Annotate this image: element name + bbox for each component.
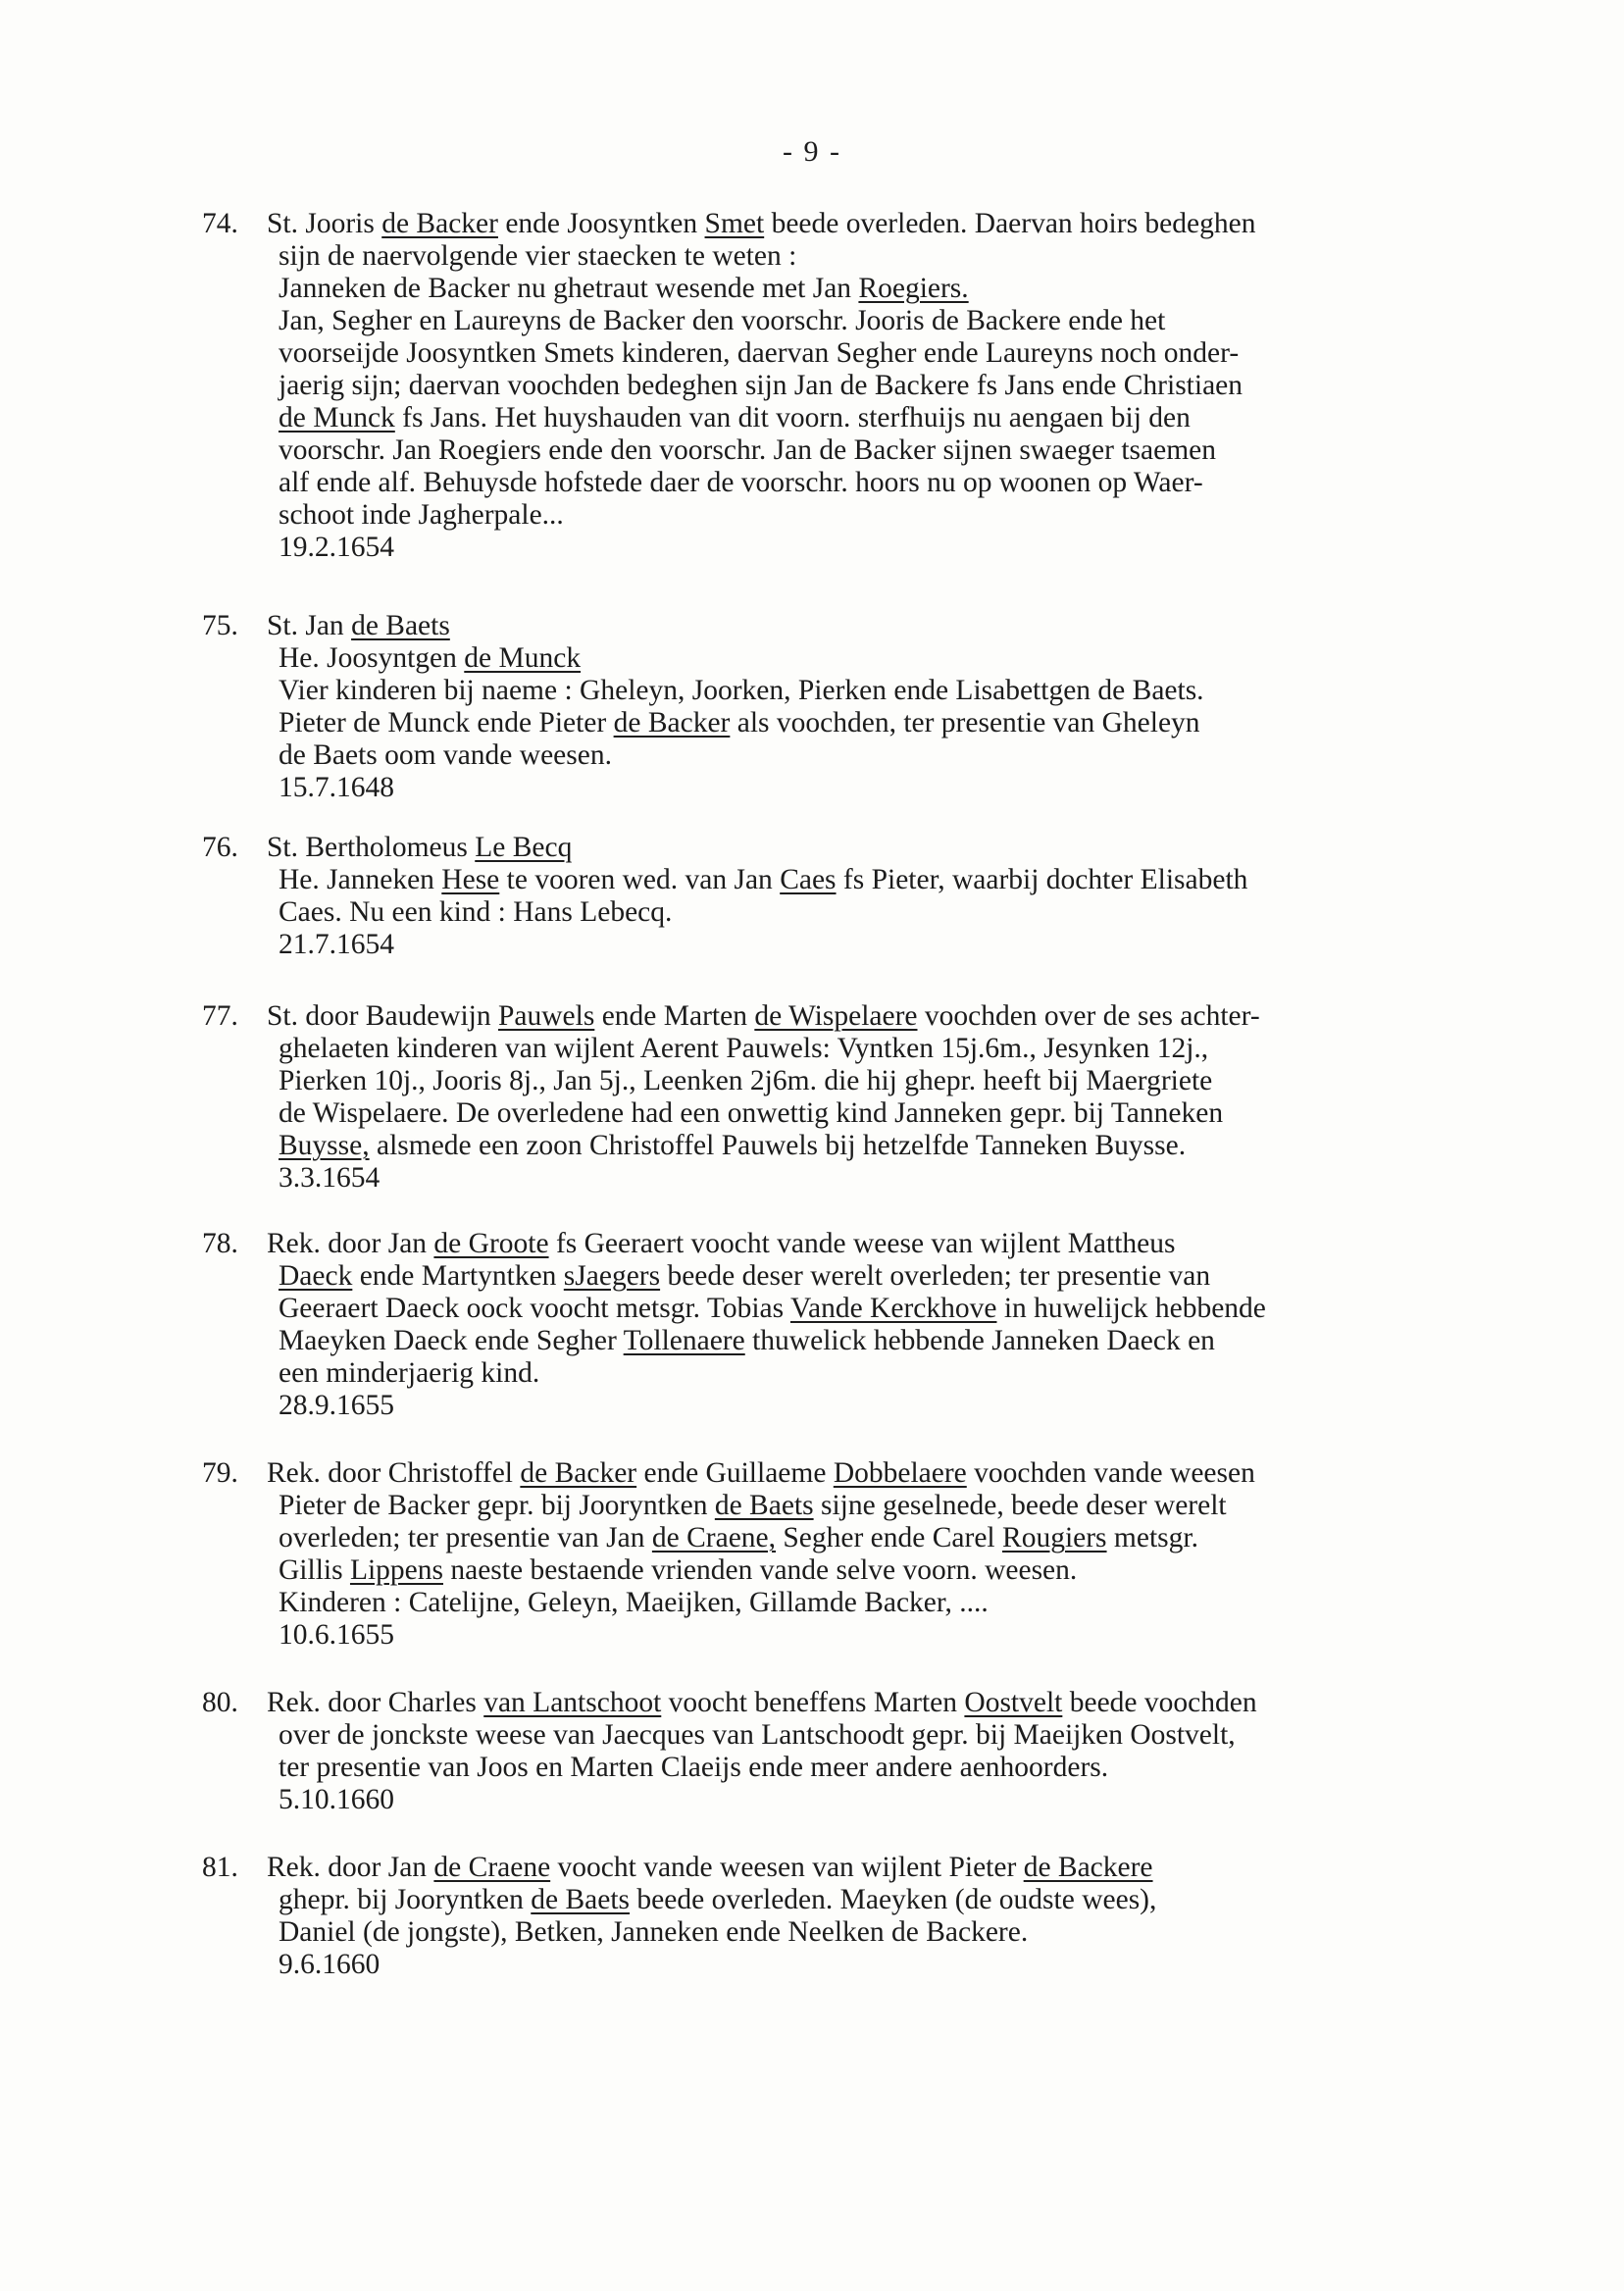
text-line [267,1000,1577,1033]
text-segment: thuwelick hebbende Janneken Daeck en [744,1325,1215,1356]
text-line [267,1033,1577,1065]
entry-number: 74. [202,208,238,239]
text-line [267,1522,1577,1554]
underlined-surname: Hese [441,864,500,895]
record-entry [204,610,1577,804]
underlined-surname: Buysse, [279,1130,370,1161]
underlined-surname: de Wispelaere [754,1000,918,1032]
entry-date: 28.9.1655 [279,1390,394,1421]
text-segment: Rek. door Charles [267,1687,484,1718]
underlined-surname: de Backer [520,1457,637,1489]
text-segment: beede voochden [1062,1687,1257,1718]
entry-text [267,610,1577,804]
text-line [267,240,1577,273]
text-segment: alsmede een zoon Christoffel Pauwels bij hetzelfde Tanneken Buysse. [369,1130,1187,1161]
text-segment: St. Jan [267,610,352,641]
text-line [267,1687,1577,1719]
text-line [267,208,1577,240]
text-segment: beede overleden. Maeyken (de oudste wees), [630,1884,1157,1915]
text-line [267,739,1577,772]
text-segment: in huwelijck hebbende [996,1293,1266,1324]
underlined-surname: Smet [704,208,765,239]
record-entry [204,1228,1577,1422]
underlined-surname: Le Becq [475,832,573,863]
text-line [267,1260,1577,1293]
text-line [267,864,1577,896]
text-line [267,675,1577,707]
record-entry [204,1000,1577,1195]
text-segment: de Wispelaere. De overledene had een onwettig kind Janneken gepr. bij Tanneken [279,1097,1224,1129]
underlined-surname: Rougiers [1002,1522,1107,1553]
text-segment: beede overleden. Daervan hoirs bedeghen [764,208,1256,239]
text-segment: naeste bestaende vrienden vande selve voorn. weesen. [443,1554,1078,1586]
text-segment: alf ende alf. Behuysde hofstede daer de voorschr. hoors nu op woonen op Waer- [279,467,1203,498]
entry-date: 10.6.1655 [279,1619,394,1651]
text-segment: St. Bertholomeus [267,832,476,863]
underlined-surname: de Craene, [651,1522,777,1553]
text-line [267,1490,1577,1522]
underlined-surname: de Baets [531,1884,631,1915]
text-line [267,1852,1577,1884]
text-segment: voocht vande weesen van wijlent Pieter [550,1852,1024,1883]
text-line [267,610,1577,642]
text-segment: te vooren wed. van Jan [499,864,781,895]
entry-number: 75. [202,610,238,641]
underlined-surname: de Munck [279,402,395,433]
text-line [267,402,1577,434]
entry-number: 80. [202,1687,238,1718]
entry-text [267,1228,1577,1422]
underlined-surname: de Baets [714,1490,814,1521]
entry-date: 15.7.1648 [279,772,394,803]
text-segment: ende Guillaeme [636,1457,834,1489]
text-line [267,1065,1577,1097]
record-entry [204,1687,1577,1816]
text-line [267,1587,1577,1619]
text-line [267,1752,1577,1784]
record-entry [204,832,1577,961]
entry-text [267,832,1577,961]
underlined-surname: Tollenaere [623,1325,745,1356]
text-segment: fs Geeraert voocht vande weese van wijlent Mattheus [548,1228,1176,1259]
page-number: - 9 - [783,135,841,168]
underlined-surname: Lippens [349,1554,443,1586]
text-segment: ende Joosyntken [497,208,705,239]
text-line [267,1457,1577,1490]
text-segment: ter presentie van Joos en Marten Claeijs ende meer andere aenhoorders. [279,1752,1109,1783]
text-line [267,707,1577,739]
underlined-surname: de Backere [1023,1852,1153,1883]
record-entry [204,208,1577,564]
text-line [267,434,1577,467]
text-segment: St. door Baudewijn [267,1000,498,1032]
text-segment: ghepr. bij Jooryntken [279,1884,532,1915]
text-line [267,1325,1577,1357]
text-segment: beede deser werelt overleden; ter presentie van [660,1260,1211,1292]
underlined-surname: Vande Kerckhove [789,1293,997,1324]
text-line [267,1130,1577,1162]
entry-date: 21.7.1654 [279,929,394,960]
entry-number: 76. [202,832,238,863]
text-segment: als voochden, ter presentie van Gheleyn [730,707,1200,738]
entry-text [267,1457,1577,1652]
underlined-surname: de Craene [433,1852,551,1883]
text-line [267,1293,1577,1325]
text-line [267,832,1577,864]
text-segment: Gillis [279,1554,350,1586]
underlined-surname: van Lantschoot [483,1687,662,1718]
entry-date: 19.2.1654 [279,532,394,563]
entry-number: 81. [202,1852,238,1883]
text-segment: Segher ende Carel [776,1522,1003,1553]
text-segment: ghelaeten kinderen van wijlent Aerent Pauwels: Vyntken 15j.6m., Jesynken 12j., [279,1033,1209,1064]
entry-date: 9.6.1660 [279,1949,381,1980]
underlined-surname: de Munck [464,642,582,674]
underlined-surname: Roegiers. [858,273,969,304]
text-line [267,1554,1577,1587]
text-segment: St. Jooris [267,208,382,239]
underlined-surname: de Baets [351,610,450,641]
text-segment: Geeraert Daeck oock voocht metsgr. Tobias [279,1293,790,1324]
entry-date: 3.3.1654 [279,1162,381,1194]
text-segment: Pieter de Backer gepr. bij Jooryntken [279,1490,715,1521]
text-segment: voochden over de ses achter- [917,1000,1260,1032]
text-segment: sijne geselnede, beede deser werelt [813,1490,1227,1521]
entry-text [267,208,1577,564]
text-segment: metsgr. [1106,1522,1198,1553]
text-segment: een minderjaerig kind. [279,1357,540,1389]
text-line [267,499,1577,532]
text-line [267,1916,1577,1949]
underlined-surname: de Groote [433,1228,549,1259]
underlined-surname: de Backer [613,707,731,738]
entry-date: 5.10.1660 [279,1784,394,1815]
text-segment: voocht beneffens Marten [661,1687,965,1718]
text-segment: He. Joosyntgen [279,642,465,674]
text-segment: fs Pieter, waarbij dochter Elisabeth [836,864,1248,895]
text-segment: Maeyken Daeck ende Segher [279,1325,624,1356]
text-line [267,1097,1577,1130]
entry-number: 79. [202,1457,238,1489]
entry-number: 77. [202,1000,238,1032]
text-line [267,1884,1577,1916]
text-line [267,337,1577,370]
text-segment: Vier kinderen bij naeme : Gheleyn, Joorken, Pierken ende Lisabettgen de Baets. [279,675,1204,706]
text-segment: Caes. Nu een kind : Hans Lebecq. [279,896,673,928]
text-segment: voochden vande weesen [966,1457,1255,1489]
text-line [267,1228,1577,1260]
text-segment: fs Jans. Het huyshauden van dit voorn. sterfhuijs nu aengaen bij den [394,402,1191,433]
text-segment: schoot inde Jagherpale... [279,499,564,531]
text-segment: Jan, Segher en Laureyns de Backer den voorschr. Jooris de Backere ende het [279,305,1166,336]
text-line [267,1357,1577,1390]
underlined-surname: Oostvelt [964,1687,1063,1718]
text-segment: Janneken de Backer nu ghetraut wesende met Jan [279,273,859,304]
text-line [267,370,1577,402]
entry-number: 78. [202,1228,238,1259]
entry-text [267,1000,1577,1195]
text-line [267,305,1577,337]
record-entry [204,1852,1577,1981]
text-line [267,273,1577,305]
text-segment: voorschr. Jan Roegiers ende den voorschr. Jan de Backer sijnen swaeger tsaemen [279,434,1216,466]
text-segment: jaerig sijn; daervan voochden bedeghen sijn Jan de Backere fs Jans ende Christiaen [279,370,1243,401]
text-segment: He. Janneken [279,864,442,895]
text-line [267,1719,1577,1752]
text-segment: voorseijde Joosyntken Smets kinderen, daervan Segher ende Laureyns noch onder- [279,337,1240,369]
text-line [267,467,1577,499]
text-segment: ende Marten [594,1000,755,1032]
entry-text [267,1687,1577,1816]
text-segment: Pieter de Munck ende Pieter [279,707,614,738]
text-segment: Kinderen : Catelijne, Geleyn, Maeijken, Gillamde Backer, .... [279,1587,989,1618]
text-segment: over de jonckste weese van Jaecques van Lantschoodt gepr. bij Maeijken Oostvelt, [279,1719,1236,1751]
text-segment: Rek. door Jan [267,1228,434,1259]
text-segment: sijn de naervolgende vier staecken te weten : [279,240,797,272]
record-entry [204,1457,1577,1652]
underlined-surname: Pauwels [498,1000,595,1032]
text-segment: de Baets oom vande weesen. [279,739,612,771]
text-segment: Pierken 10j., Jooris 8j., Jan 5j., Leenken 2j6m. die hij ghepr. heeft bij Maergriete [279,1065,1213,1096]
entry-text [267,1852,1577,1981]
underlined-surname: Dobbelaere [833,1457,967,1489]
text-segment: ende Martyntken [352,1260,564,1292]
text-line [267,896,1577,929]
text-segment: Daniel (de jongste), Betken, Janneken ende Neelken de Backere. [279,1916,1029,1948]
text-line [267,642,1577,675]
underlined-surname: Daeck [279,1260,353,1292]
underlined-surname: sJaegers [563,1260,661,1292]
text-segment: Rek. door Christoffel [267,1457,521,1489]
underlined-surname: Caes [780,864,837,895]
text-segment: overleden; ter presentie van Jan [279,1522,652,1553]
text-segment: Rek. door Jan [267,1852,434,1883]
underlined-surname: de Backer [381,208,498,239]
